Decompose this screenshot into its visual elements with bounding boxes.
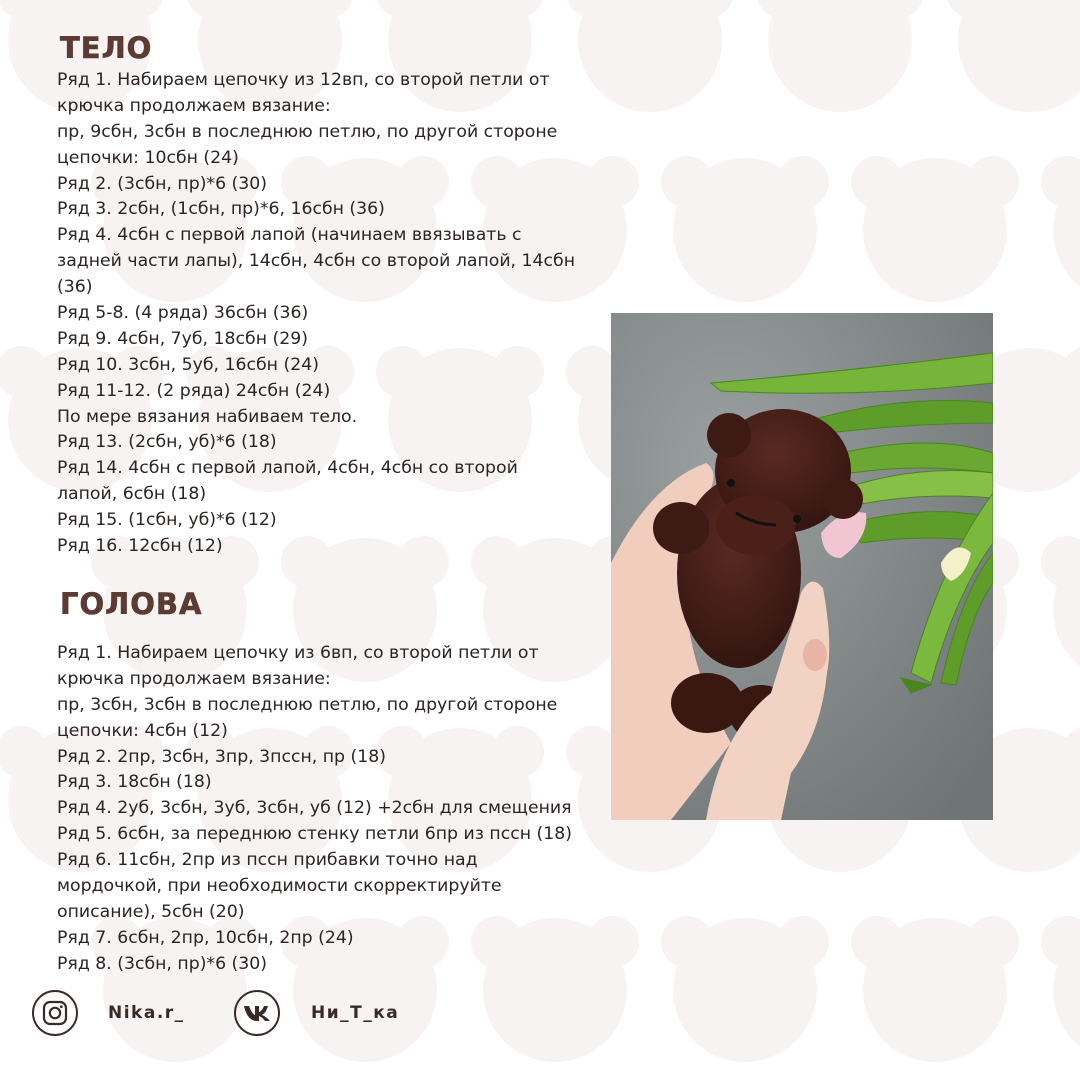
instruction-line: Ряд 2. (3сбн, пр)*6 (30) [57, 173, 268, 194]
instruction-line: Ряд 14. 4сбн с первой лапой, 4сбн, 4сбн со второй [57, 458, 518, 479]
instruction-line: Ряд 5-8. (4 ряда) 36сбн (36) [57, 303, 309, 324]
instruction-line: Ряд 16. 12сбн (12) [57, 536, 223, 557]
instruction-line: пр, 3сбн, 3сбн в последнюю петлю, по другой стороне [57, 694, 558, 715]
instruction-line: цепочки: 4сбн (12) [57, 720, 228, 741]
section-title-head: ГОЛОВА [60, 587, 203, 621]
instruction-line: цепочки: 10сбн (24) [57, 147, 239, 168]
instruction-line: задней части лапы), 14сбн, 4сбн со второй лапой, 14сбн [57, 251, 575, 272]
instruction-line: Ряд 8. (3сбн, пр)*6 (30) [57, 953, 268, 974]
bear-toy-photo [611, 313, 993, 820]
instruction-line: Ряд 7. 6сбн, 2пр, 10сбн, 2пр (24) [57, 927, 354, 948]
instruction-line: Ряд 6. 11сбн, 2пр из пссн прибавки точно над [57, 850, 478, 871]
instruction-line: крючка продолжаем вязание: [57, 668, 331, 689]
vk-icon[interactable] [234, 990, 280, 1036]
instruction-line: Ряд 5. 6сбн, за переднюю стенку петли 6пр из пссн (18) [57, 824, 572, 845]
instruction-line: пр, 9сбн, 3сбн в последнюю петлю, по другой стороне [57, 121, 558, 142]
body-instructions [57, 68, 575, 560]
instruction-line: лапой, 6сбн (18) [57, 484, 207, 505]
instruction-line: Ряд 10. 3сбн, 5уб, 16сбн (24) [57, 354, 319, 375]
instruction-line: По мере вязания набиваем тело. [57, 406, 358, 427]
instruction-line: Ряд 11-12. (2 ряда) 24сбн (24) [57, 380, 331, 401]
instruction-line: Ряд 3. 18сбн (18) [57, 772, 212, 793]
instruction-line: описание), 5сбн (20) [57, 901, 245, 922]
instruction-line: Ряд 4. 4сбн с первой лапой (начинаем ввязывать с [57, 225, 522, 246]
instagram-icon[interactable] [32, 990, 78, 1036]
instruction-line: мордочкой, при необходимости скорректируйте [57, 876, 502, 897]
instruction-line: Ряд 13. (2сбн, уб)*6 (18) [57, 432, 277, 453]
instruction-line: Ряд 2. 2пр, 3сбн, 3пр, 3пссн, пр (18) [57, 746, 386, 767]
section-title-body: ТЕЛО [60, 31, 153, 65]
instruction-line: Ряд 9. 4сбн, 7уб, 18сбн (29) [57, 328, 308, 349]
instruction-line: Ряд 1. Набираем цепочку из 6вп, со второй петли от [57, 643, 539, 663]
instruction-line: Ряд 1. Набираем цепочку из 12вп, со второй петли от [57, 70, 550, 90]
instruction-line: Ряд 15. (1сбн, уб)*6 (12) [57, 510, 277, 531]
vk-handle[interactable]: Ни_Т_ка [311, 1003, 400, 1023]
instruction-line: Ряд 4. 2уб, 3сбн, 3уб, 3сбн, уб (12) +2сбн для смещения [57, 798, 572, 819]
instruction-line: (36) [57, 277, 93, 298]
instruction-line: крючка продолжаем вязание: [57, 95, 331, 116]
instagram-handle[interactable]: Nika.r_ [108, 1003, 185, 1023]
head-instructions [57, 641, 572, 978]
instruction-line: Ряд 3. 2сбн, (1сбн, пр)*6, 16сбн (36) [57, 199, 385, 220]
